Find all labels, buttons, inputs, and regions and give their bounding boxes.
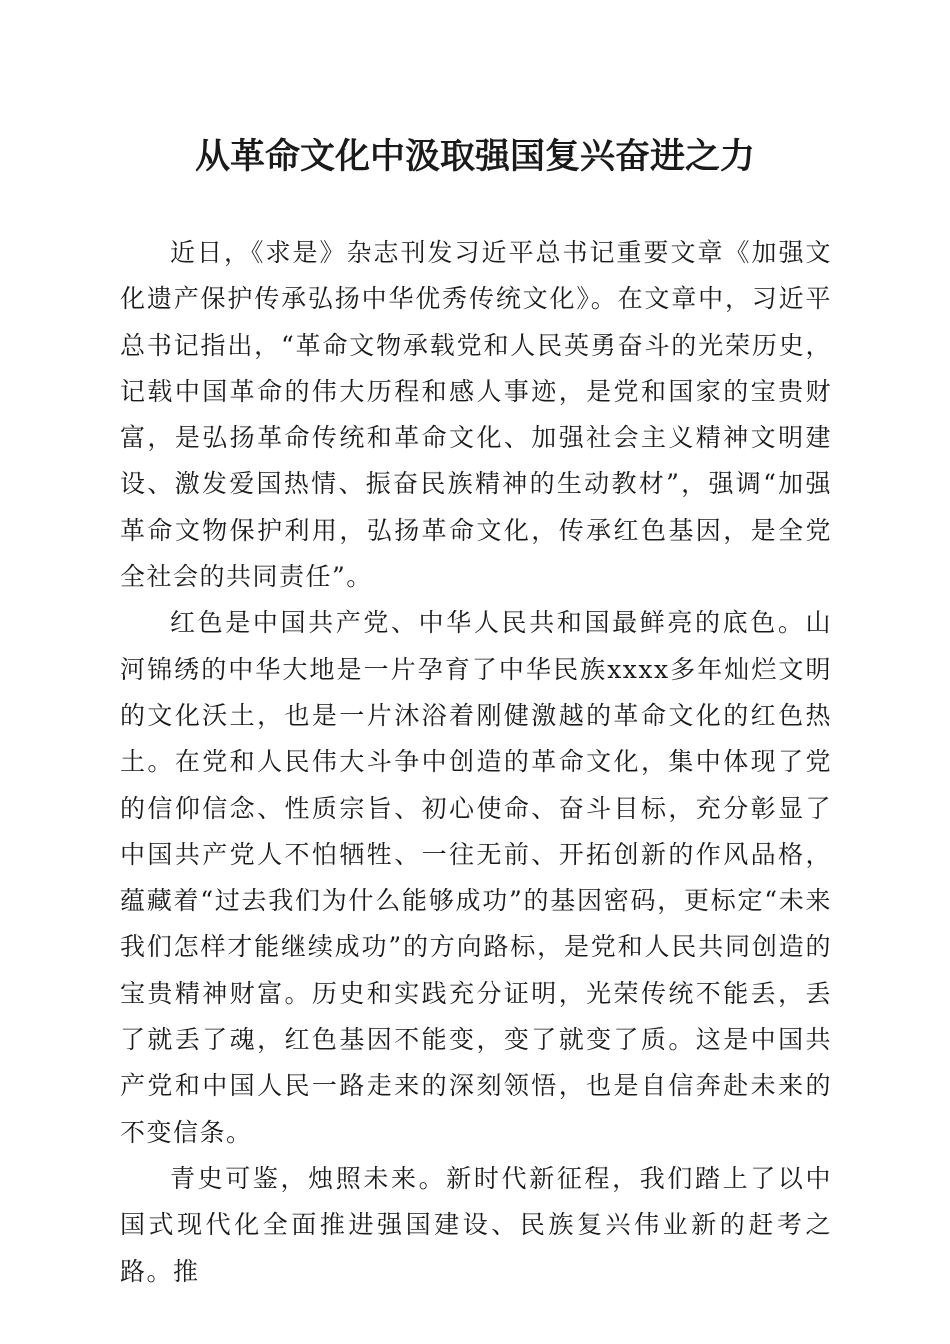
document-body bbox=[120, 230, 832, 1295]
paragraph-3: 青史可鉴，烛照未来。新时代新征程，我们踏上了以中国式现代化全面推进强国建设、民族复兴伟业新的赶考之路。推 bbox=[120, 1163, 832, 1286]
document-title: 从革命文化中汲取强国复兴奋进之力 bbox=[194, 136, 755, 177]
paragraph-2: 红色是中国共产党、中华人民共和国最鲜亮的底色。山河锦绣的中华大地是一片孕育了中华民族xxxx多年灿烂文明的文化沃土，也是一片沐浴着刚健激越的革命文化的红色热土。在党和人民伟大斗争中创造的革命文化，集中体现了党的信仰信念、性质宗旨、初心使命、奋斗目标，充分彰显了中国共产党人不怕牺牲、一往无前、开拓创新的作风品格，蕴藏着“过去我们为什么能够成功”的基因密码，更标定“未来我们怎样才能继续成功”的方向路标，是党和人民共同创造的宝贵精神财富。历史和实践充分证明，光荣传统不能丢，丢了就丢了魂，红色基因不能变，变了就变了质。这是中国共产党和中国人民一路走来的深刻领悟，也是自信奔赴未来的不变信条。 bbox=[120, 608, 832, 1147]
paragraph-1: 近日，《求是》杂志刊发习近平总书记重要文章《加强文化遗产保护传承弘扬中华优秀传统文化》。在文章中，习近平总书记指出，“革命文物承载党和人民英勇奋斗的光荣历史，记载中国革命的伟大历程和感人事迹，是党和国家的宝贵财富，是弘扬革命传统和革命文化、加强社会主义精神文明建设、激发爱国热情、振奋民族精神的生动教材”，强调“加强革命文物保护利用，弘扬革命文化，传承红色基因，是全党全社会的共同责任”。 bbox=[120, 238, 832, 592]
